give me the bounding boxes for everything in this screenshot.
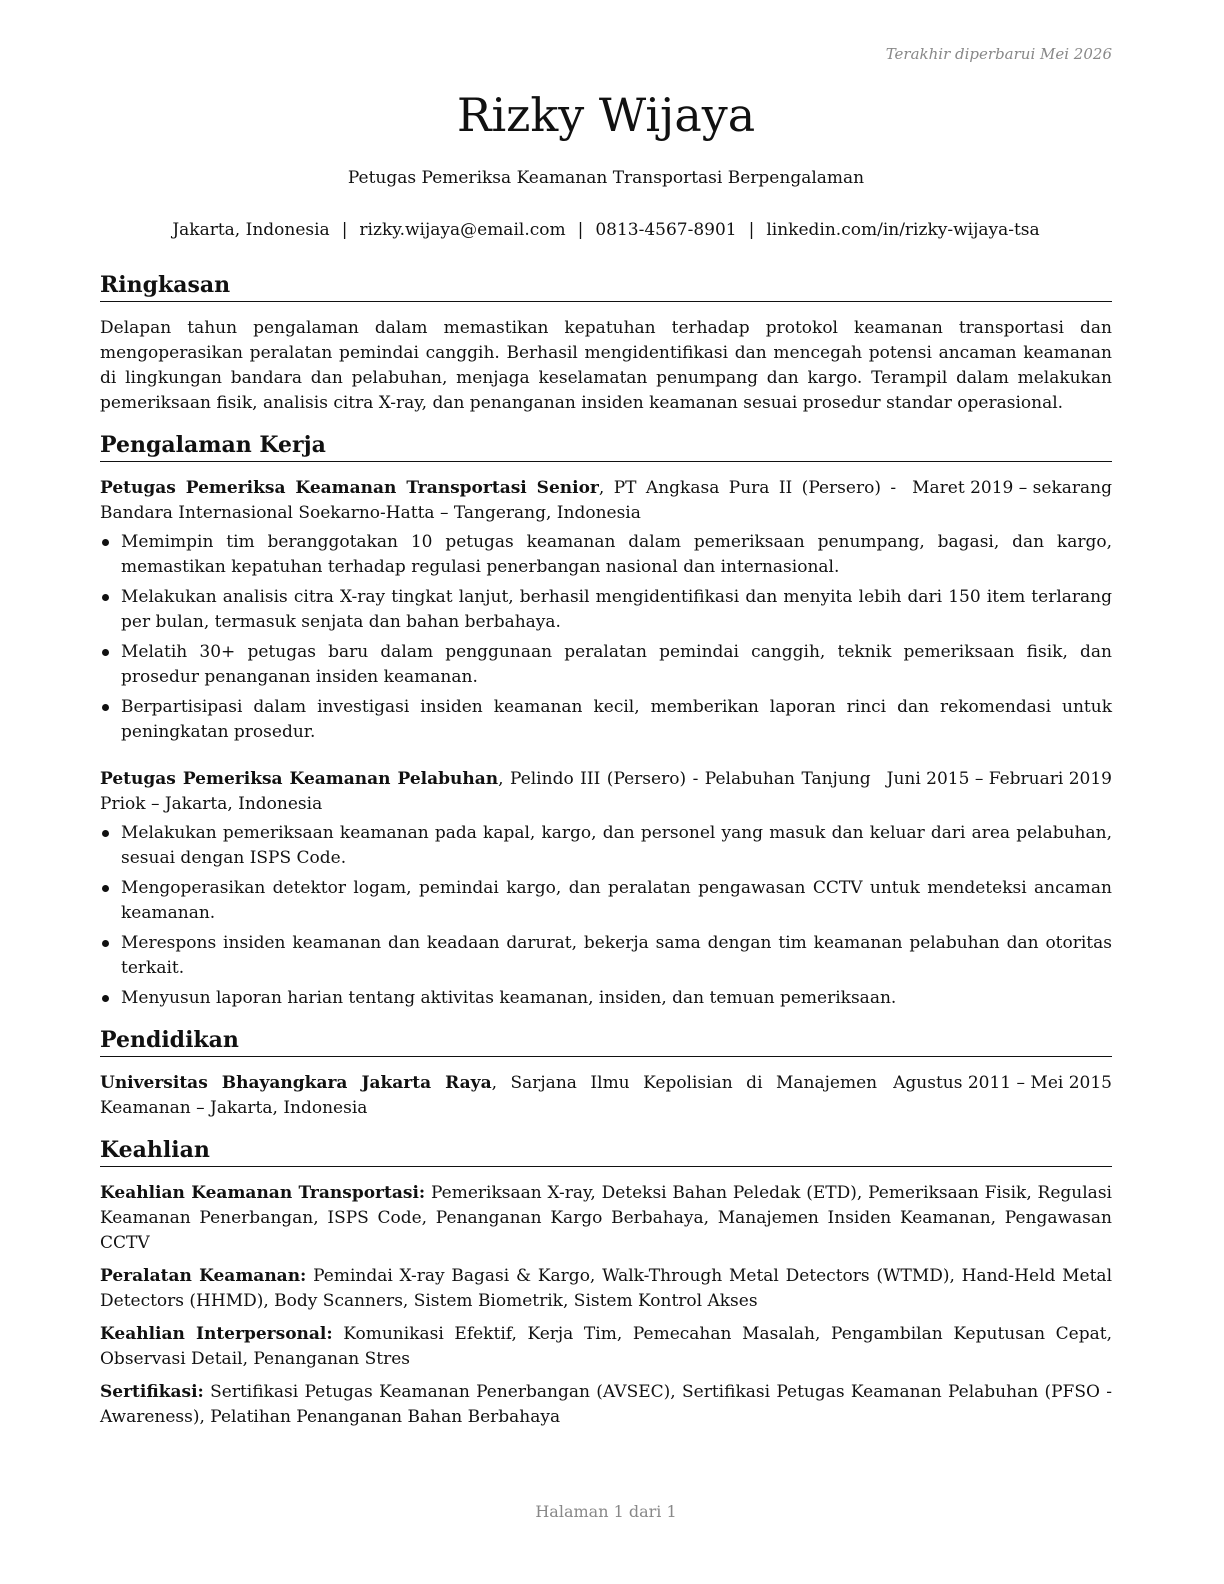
job-date: Maret 2019 – sekarang bbox=[896, 476, 1112, 501]
summary-text: Delapan tahun pengalaman dalam memastikan kepatuhan terhadap protokol keamanan transportasi dan mengoperasikan peralatan pemindai canggih. Berhasil mengidentifikasi dan mencegah potensi ancaman keamanan di lingkungan bandara dan pelabuhan, menjaga keselamatan penumpang dan kargo. Terampil dalam melakukan pemeriksaan fisik, analisis citra X-ray, dan penanganan insiden keamanan sesuai prosedur standar operasional. bbox=[100, 318, 1112, 413]
skill-label: Keahlian Interpersonal: bbox=[100, 1324, 333, 1344]
skill-text: Pemindai X-ray Bagasi & Kargo, Walk-Through Metal Detectors (WTMD), Hand-Held Metal Detectors (HHMD), Body Scanners, Sistem Biometrik, Sistem Kontrol Akses bbox=[100, 1266, 1113, 1311]
bullet-item: Mengoperasikan detektor logam, pemindai kargo, dan peralatan pengawasan CCTV untuk mendeteksi ancaman keamanan. bbox=[100, 876, 1112, 926]
section-title: Pendidikan bbox=[100, 1025, 1112, 1057]
skill-group bbox=[100, 1264, 1112, 1314]
education-entry bbox=[100, 1071, 1112, 1121]
skill-group bbox=[100, 1181, 1112, 1256]
contact-location: Jakarta, Indonesia bbox=[172, 220, 330, 240]
skill-text: Pemeriksaan X-ray, Deteksi Bahan Peledak (ETD), Pemeriksaan Fisik, Regulasi Keamanan Penerbangan, ISPS Code, Penanganan Kargo Berbahaya, Manajemen Insiden Keamanan, Pengawasan CCTV bbox=[100, 1183, 1112, 1253]
education-section bbox=[100, 1025, 1112, 1121]
skills-section bbox=[100, 1135, 1112, 1430]
bullet-item: Berpartisipasi dalam investigasi insiden keamanan kecil, memberikan laporan rinci dan rekomendasi untuk peningkatan prosedur. bbox=[100, 695, 1112, 745]
contact-separator: | bbox=[577, 220, 584, 240]
job-entry bbox=[100, 476, 1112, 745]
bullet-item: Memimpin tim beranggotakan 10 petugas keamanan dalam pemeriksaan penumpang, bagasi, dan kargo, memastikan kepatuhan terhadap regulasi penerbangan nasional dan internasional. bbox=[100, 530, 1112, 580]
education-school: Universitas Bhayangkara Jakarta Raya bbox=[100, 1073, 492, 1093]
experience-section bbox=[100, 430, 1112, 1011]
job-bullets bbox=[100, 530, 1112, 745]
skill-group bbox=[100, 1322, 1112, 1372]
summary-section bbox=[100, 270, 1112, 416]
job-role: Petugas Pemeriksa Keamanan Pelabuhan bbox=[100, 769, 499, 789]
contact-separator: | bbox=[341, 220, 348, 240]
candidate-headline: Petugas Pemeriksa Keamanan Transportasi Berpengalaman bbox=[347, 168, 865, 188]
contact-separator: | bbox=[748, 220, 755, 240]
bullet-item: Merespons insiden keamanan dan keadaan darurat, bekerja sama dengan tim keamanan pelabuhan dan otoritas terkait. bbox=[100, 931, 1112, 981]
job-bullets bbox=[100, 821, 1112, 1011]
skill-label: Peralatan Keamanan: bbox=[100, 1266, 307, 1286]
education-header bbox=[100, 1071, 1112, 1121]
resume-body bbox=[100, 270, 1112, 1444]
contact-linkedin[interactable]: linkedin.com/in/rizky-wijaya-tsa bbox=[766, 220, 1040, 240]
job-org: , PT Angkasa Pura II (Persero) - Bandara Internasional Soekarno-Hatta – Tangerang, Indonesia bbox=[100, 478, 897, 523]
education-date: Agustus 2011 – Mei 2015 bbox=[877, 1071, 1112, 1096]
last-updated: Terakhir diperbarui Mei 2026 bbox=[885, 45, 1112, 63]
job-org: , Pelindo III (Persero) - Pelabuhan Tanjung Priok – Jakarta, Indonesia bbox=[100, 769, 871, 814]
skill-group bbox=[100, 1380, 1112, 1430]
skill-text: Sertifikasi Petugas Keamanan Penerbangan (AVSEC), Sertifikasi Petugas Keamanan Pelabuhan (PFSO - Awareness), Pelatihan Penanganan Bahan Berbahaya bbox=[100, 1382, 1112, 1427]
section-title: Keahlian bbox=[100, 1135, 1112, 1167]
bullet-item: Menyusun laporan harian tentang aktivitas keamanan, insiden, dan temuan pemeriksaan. bbox=[100, 986, 1112, 1011]
bullet-item: Melakukan pemeriksaan keamanan pada kapal, kargo, dan personel yang masuk dan keluar dari area pelabuhan, sesuai dengan ISPS Code. bbox=[100, 821, 1112, 871]
job-date: Juni 2015 – Februari 2019 bbox=[871, 767, 1112, 792]
skill-text: Komunikasi Efektif, Kerja Tim, Pemecahan Masalah, Pengambilan Keputusan Cepat, Observasi Detail, Penanganan Stres bbox=[100, 1324, 1112, 1369]
skill-label: Sertifikasi: bbox=[100, 1382, 204, 1402]
skill-label: Keahlian Keamanan Transportasi: bbox=[100, 1183, 426, 1203]
resume-page bbox=[100, 0, 1112, 1584]
section-title: Ringkasan bbox=[100, 270, 1112, 302]
contact-line bbox=[100, 220, 1112, 240]
education-detail: , Sarjana Ilmu Kepolisian di Manajemen Keamanan – Jakarta, Indonesia bbox=[100, 1073, 878, 1118]
candidate-name: Rizky Wijaya bbox=[456, 88, 756, 142]
contact-email[interactable]: rizky.wijaya@email.com bbox=[359, 220, 566, 240]
job-header bbox=[100, 476, 1112, 526]
page-number: Halaman 1 dari 1 bbox=[535, 1502, 677, 1521]
bullet-item: Melatih 30+ petugas baru dalam penggunaan peralatan pemindai canggih, teknik pemeriksaan fisik, dan prosedur penanganan insiden keamanan. bbox=[100, 640, 1112, 690]
job-entry bbox=[100, 767, 1112, 1011]
contact-phone: 0813-4567-8901 bbox=[595, 220, 737, 240]
job-role: Petugas Pemeriksa Keamanan Transportasi Senior bbox=[100, 478, 599, 498]
section-title: Pengalaman Kerja bbox=[100, 430, 1112, 462]
job-header bbox=[100, 767, 1112, 817]
bullet-item: Melakukan analisis citra X-ray tingkat lanjut, berhasil mengidentifikasi dan menyita lebih dari 150 item terlarang per bulan, termasuk senjata dan bahan berbahaya. bbox=[100, 585, 1112, 635]
